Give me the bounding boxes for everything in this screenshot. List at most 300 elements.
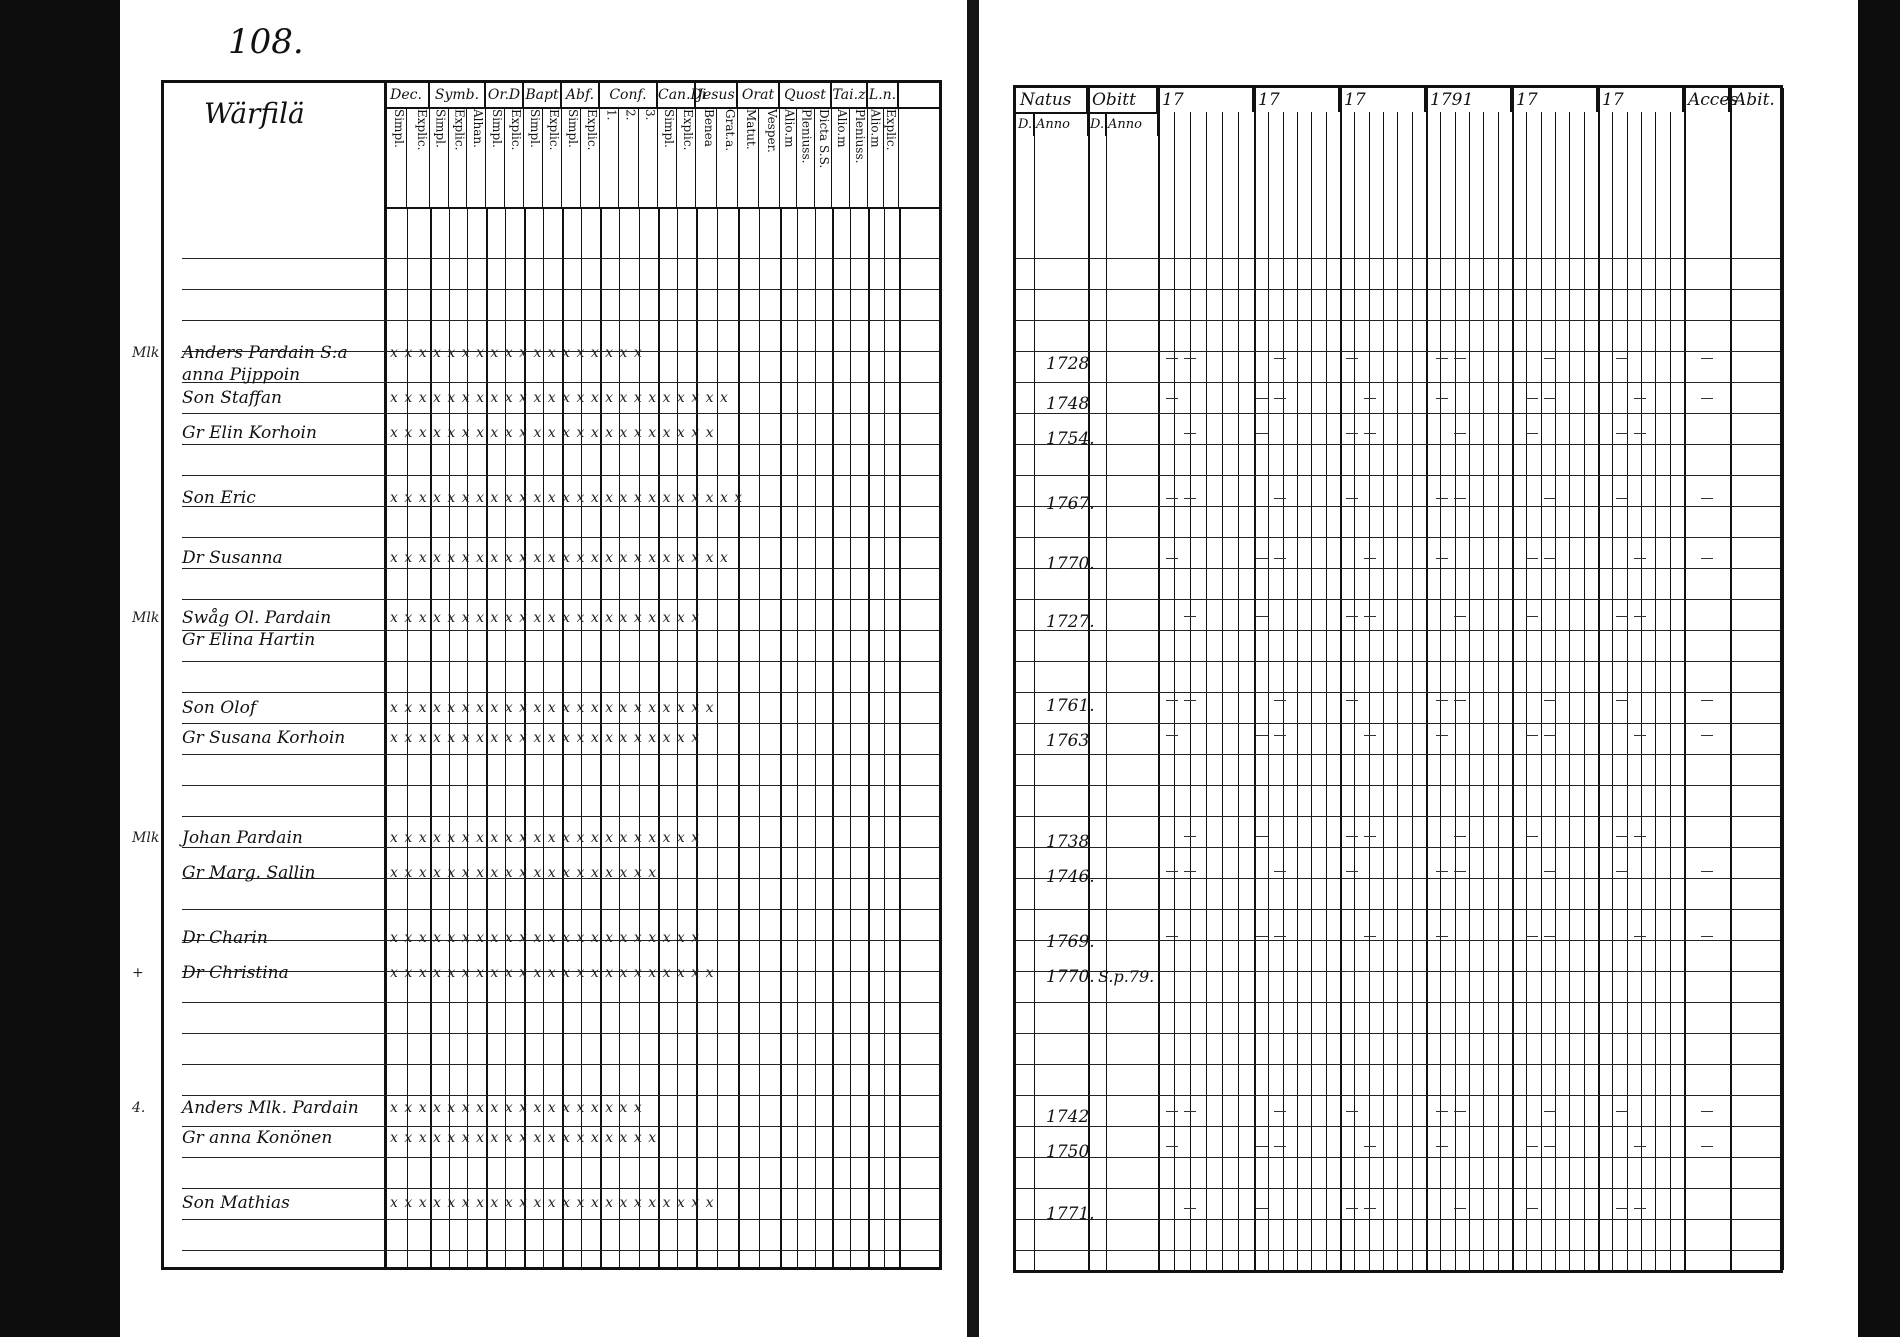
left-header-subcolumns xyxy=(384,107,939,209)
examination-marks: x x x x x x x x x x x x x x x x x x x x x x xyxy=(390,830,701,846)
left-group-header: Can.Di xyxy=(658,83,696,107)
tally-mark xyxy=(1364,936,1376,955)
right-row-rule xyxy=(1016,506,1780,507)
left-subcolumn-header: Explic. xyxy=(677,107,696,207)
left-row-rule xyxy=(182,909,939,910)
right-column-rule xyxy=(1106,112,1107,1270)
right-column-rule xyxy=(1397,112,1398,1270)
tally-mark xyxy=(1184,871,1196,890)
tally-mark xyxy=(1274,498,1286,517)
right-column-rule xyxy=(1569,112,1570,1270)
tally-mark xyxy=(1346,1111,1358,1130)
tally-mark xyxy=(1634,616,1646,635)
left-subcolumn-header: Benea xyxy=(696,107,717,207)
left-column-rule xyxy=(815,207,816,1267)
tally-mark xyxy=(1544,398,1556,417)
right-row-rule xyxy=(1016,785,1780,786)
left-subcolumn-header: Vesper. xyxy=(759,107,780,207)
tally-mark xyxy=(1616,1111,1628,1130)
birth-year: 1761. xyxy=(1046,696,1095,716)
tally-mark xyxy=(1436,398,1448,417)
examination-marks: x x x x x x x x x x x x x x x x x x x x x x x xyxy=(390,425,715,441)
tally-mark xyxy=(1544,498,1556,517)
left-column-rule xyxy=(850,207,851,1267)
left-group-header: Dec. xyxy=(384,83,430,107)
left-subcolumn-header: Dicta S.S. xyxy=(815,107,832,207)
right-column-rule xyxy=(1483,112,1484,1270)
tally-mark xyxy=(1166,936,1178,955)
tally-mark xyxy=(1454,700,1466,719)
tally-mark xyxy=(1184,836,1196,855)
tally-mark xyxy=(1256,836,1268,855)
left-group-header: Jesus xyxy=(696,83,738,107)
left-subcolumn-header: Explic. xyxy=(543,107,562,207)
right-row-rule xyxy=(1016,413,1780,414)
left-row-rule xyxy=(182,1126,939,1127)
tally-mark xyxy=(1634,398,1646,417)
tally-mark xyxy=(1274,558,1286,577)
tally-mark xyxy=(1274,871,1286,890)
right-row-rule xyxy=(1016,1188,1780,1189)
tally-mark xyxy=(1274,358,1286,377)
left-subcolumn-header: Alio.m xyxy=(868,107,884,207)
tally-mark xyxy=(1616,1208,1628,1227)
left-group-header: Bapt xyxy=(524,83,562,107)
tally-mark xyxy=(1544,936,1556,955)
left-row-rule xyxy=(182,413,939,414)
right-row-rule xyxy=(1016,909,1780,910)
tally-mark xyxy=(1526,433,1538,452)
tally-mark xyxy=(1436,498,1448,517)
tally-mark xyxy=(1274,1111,1286,1130)
right-row-rule xyxy=(1016,258,1780,259)
right-column-rule xyxy=(1498,112,1499,1270)
birth-year: 1770. xyxy=(1046,967,1095,987)
birth-year: 1754. xyxy=(1046,429,1095,449)
right-group-rule xyxy=(1684,88,1686,1270)
tally-mark xyxy=(1346,971,1358,990)
tally-mark xyxy=(1346,616,1358,635)
left-row-rule xyxy=(182,258,939,259)
right-group-header: Abit. xyxy=(1730,88,1782,112)
margin-note: Mlk xyxy=(132,345,160,361)
birth-year: 1738 xyxy=(1046,832,1090,852)
left-row-rule xyxy=(182,1033,939,1034)
right-column-rule xyxy=(1354,112,1355,1270)
left-subcolumn-header: Explic. xyxy=(449,107,468,207)
tally-mark xyxy=(1346,871,1358,890)
right-column-rule xyxy=(1238,112,1239,1270)
left-row-rule xyxy=(182,444,939,445)
scan-edge-left xyxy=(0,0,120,1337)
left-subcolumn-header: Simpl. xyxy=(562,107,581,207)
tally-mark xyxy=(1166,1146,1178,1165)
right-group-header: Natus xyxy=(1016,88,1088,112)
right-subcolumn-header: D. xyxy=(1016,112,1034,136)
right-row-rule xyxy=(1016,723,1780,724)
person-name: Anders Mlk. Pardain xyxy=(182,1098,359,1118)
examination-marks: x x x x x x x x x x x x x x x x x x x x x x x x xyxy=(390,550,729,566)
right-group-rule xyxy=(1782,88,1784,1270)
person-name: Anders Pardain S:a xyxy=(182,343,348,363)
left-column-rule xyxy=(832,207,834,1267)
tally-mark xyxy=(1634,836,1646,855)
left-group-header: Or.D xyxy=(486,83,524,107)
tally-mark xyxy=(1166,398,1178,417)
examination-marks: x x x x x x x x x x x x x x x x x x x xyxy=(390,1130,658,1146)
left-subcolumn-header: Simpl. xyxy=(486,107,505,207)
left-row-rule xyxy=(182,599,939,600)
right-column-rule xyxy=(1222,112,1223,1270)
tally-mark xyxy=(1256,971,1268,990)
tally-mark xyxy=(1701,936,1713,955)
tally-mark xyxy=(1436,871,1448,890)
right-subcolumn-header: Anno xyxy=(1106,112,1158,136)
left-column-rule xyxy=(717,207,718,1267)
right-row-rule xyxy=(1016,1064,1780,1065)
tally-mark xyxy=(1274,735,1286,754)
tally-mark xyxy=(1184,700,1196,719)
left-row-rule xyxy=(182,692,939,693)
left-row-rule xyxy=(182,475,939,476)
tally-mark xyxy=(1256,398,1268,417)
person-name: Dr Susanna xyxy=(182,548,283,568)
birth-year: 1771. xyxy=(1046,1204,1095,1224)
tally-mark xyxy=(1454,836,1466,855)
right-column-rule xyxy=(1369,112,1370,1270)
left-row-rule xyxy=(182,1095,939,1096)
left-row-rule xyxy=(182,1157,939,1158)
right-subcolumn-header: Anno xyxy=(1034,112,1088,136)
right-column-rule xyxy=(1297,112,1298,1270)
left-group-header: L.n. xyxy=(868,83,899,107)
tally-mark xyxy=(1616,616,1628,635)
left-subcolumn-header: Explic. xyxy=(407,107,430,207)
right-subcolumn-header: D. xyxy=(1088,112,1106,136)
right-group-header: 17 xyxy=(1512,88,1598,112)
left-group-header: Conf. xyxy=(600,83,658,107)
tally-mark xyxy=(1364,1208,1376,1227)
tally-mark xyxy=(1436,735,1448,754)
tally-mark xyxy=(1346,358,1358,377)
right-column-rule xyxy=(1283,112,1284,1270)
person-name: Son Eric xyxy=(182,488,256,508)
tally-mark xyxy=(1274,700,1286,719)
right-row-rule xyxy=(1016,599,1780,600)
left-group-header: Quost xyxy=(780,83,832,107)
tally-mark xyxy=(1166,871,1178,890)
tally-mark xyxy=(1256,433,1268,452)
left-row-rule xyxy=(182,506,939,507)
obit-note: S.p.79. xyxy=(1098,967,1155,986)
tally-mark xyxy=(1701,358,1713,377)
tally-mark xyxy=(1436,700,1448,719)
left-column-rule xyxy=(884,207,885,1267)
left-column-rule xyxy=(780,207,782,1267)
right-column-rule xyxy=(1655,112,1656,1270)
left-subcolumn-header: Simpl. xyxy=(384,107,407,207)
left-subcolumn-header: 2. xyxy=(619,107,638,207)
left-row-rule xyxy=(182,785,939,786)
birth-year: 1750 xyxy=(1046,1142,1090,1162)
left-row-rule xyxy=(182,1064,939,1065)
right-column-rule xyxy=(1326,112,1327,1270)
tally-mark xyxy=(1166,735,1178,754)
right-column-rule xyxy=(1584,112,1585,1270)
examination-marks: x x x x x x x x x x x x x x x x x x xyxy=(390,1100,643,1116)
tally-mark xyxy=(1526,1146,1538,1165)
tally-mark xyxy=(1346,1208,1358,1227)
tally-mark xyxy=(1634,558,1646,577)
left-subcolumn-header: 1. xyxy=(600,107,619,207)
right-column-rule xyxy=(1174,112,1175,1270)
left-group-header: Tai.z xyxy=(832,83,868,107)
tally-mark xyxy=(1526,936,1538,955)
left-column-rule xyxy=(868,207,870,1267)
tally-mark xyxy=(1436,1111,1448,1130)
tally-mark xyxy=(1436,358,1448,377)
right-row-rule xyxy=(1016,878,1780,879)
margin-note: Mlk xyxy=(132,610,160,626)
right-column-rule xyxy=(1206,112,1207,1270)
tally-mark xyxy=(1544,735,1556,754)
birth-year: 1742 xyxy=(1046,1107,1090,1127)
tally-mark xyxy=(1184,971,1196,990)
tally-mark xyxy=(1436,1146,1448,1165)
left-column-rule xyxy=(797,207,798,1267)
tally-mark xyxy=(1526,1208,1538,1227)
tally-mark xyxy=(1256,616,1268,635)
right-column-rule xyxy=(1541,112,1542,1270)
tally-mark xyxy=(1701,735,1713,754)
margin-note: + xyxy=(132,965,144,981)
left-subcolumn-header: Grat.a. xyxy=(717,107,738,207)
right-row-rule xyxy=(1016,692,1780,693)
tally-mark xyxy=(1184,498,1196,517)
tally-mark xyxy=(1634,971,1646,990)
margin-note: Mlk xyxy=(132,830,160,846)
right-row-rule xyxy=(1016,1219,1780,1220)
tally-mark xyxy=(1616,871,1628,890)
left-subcolumn-header: Simpl. xyxy=(430,107,449,207)
tally-mark xyxy=(1184,616,1196,635)
tally-mark xyxy=(1364,971,1376,990)
tally-mark xyxy=(1364,398,1376,417)
tally-mark xyxy=(1184,433,1196,452)
tally-mark xyxy=(1701,398,1713,417)
right-column-rule xyxy=(1612,112,1613,1270)
book-spine xyxy=(967,0,979,1337)
right-column-rule xyxy=(1455,112,1456,1270)
tally-mark xyxy=(1526,398,1538,417)
tally-mark xyxy=(1526,735,1538,754)
tally-mark xyxy=(1544,871,1556,890)
tally-mark xyxy=(1184,358,1196,377)
examination-marks: x x x x x x x x x x x x x x x x x x x x x x xyxy=(390,730,701,746)
tally-mark xyxy=(1274,1146,1286,1165)
examination-marks: x x x x x x x x x x x x x x x x x x x x x x x xyxy=(390,1195,715,1211)
left-subcolumn-header: Alio.m xyxy=(780,107,797,207)
margin-note: 4. xyxy=(132,1100,146,1116)
examination-marks: x x x x x x x x x x x x x x x x x x x x x x x xyxy=(390,700,715,716)
right-row-rule xyxy=(1016,1095,1780,1096)
person-name-line2: Gr Elina Hartin xyxy=(182,630,316,650)
tally-mark xyxy=(1701,700,1713,719)
tally-mark xyxy=(1166,558,1178,577)
tally-mark xyxy=(1634,433,1646,452)
tally-mark xyxy=(1544,358,1556,377)
tally-mark xyxy=(1256,936,1268,955)
tally-mark xyxy=(1616,700,1628,719)
right-group-header: 17 xyxy=(1340,88,1426,112)
right-row-rule xyxy=(1016,537,1780,538)
left-subcolumn-header: Pleniuss. xyxy=(850,107,868,207)
tally-mark xyxy=(1454,1111,1466,1130)
scan-edge-right xyxy=(1858,0,1900,1337)
right-column-rule xyxy=(1034,112,1035,1270)
tally-mark xyxy=(1701,1111,1713,1130)
tally-mark xyxy=(1364,735,1376,754)
left-group-header: Symb. xyxy=(430,83,486,107)
tally-mark xyxy=(1616,433,1628,452)
right-column-rule xyxy=(1670,112,1671,1270)
birth-year: 1746. xyxy=(1046,867,1095,887)
left-group-header: Orat xyxy=(738,83,780,107)
left-row-rule xyxy=(182,661,939,662)
right-row-rule xyxy=(1016,847,1780,848)
person-name-line2: anna Pijppoin xyxy=(182,365,301,385)
right-group-header: Obitt xyxy=(1088,88,1158,112)
tally-mark xyxy=(1526,558,1538,577)
left-subcolumn-header: Alhan. xyxy=(467,107,486,207)
tally-mark xyxy=(1701,558,1713,577)
left-header-groups xyxy=(384,83,939,109)
right-row-rule xyxy=(1016,1126,1780,1127)
right-row-rule xyxy=(1016,1250,1780,1251)
examination-marks: x x x x x x x x x x x x x x x x x x xyxy=(390,345,643,361)
left-row-rule xyxy=(182,1250,939,1251)
birth-year: 1748 xyxy=(1046,394,1090,414)
right-column-rule xyxy=(1190,112,1191,1270)
right-row-rule xyxy=(1016,320,1780,321)
tally-mark xyxy=(1436,936,1448,955)
examination-marks: x x x x x x x x x x x x x x x x x x x x x x xyxy=(390,610,701,626)
left-row-rule xyxy=(182,754,939,755)
person-name: Swåg Ol. Pardain xyxy=(182,608,332,628)
tally-mark xyxy=(1634,735,1646,754)
right-group-rule xyxy=(1158,88,1160,1270)
left-subcolumn-header: Simpl. xyxy=(658,107,677,207)
tally-mark xyxy=(1701,498,1713,517)
right-row-rule xyxy=(1016,1002,1780,1003)
birth-year: 1770. xyxy=(1046,554,1095,574)
tally-mark xyxy=(1364,433,1376,452)
right-row-rule xyxy=(1016,1033,1780,1034)
tally-mark xyxy=(1346,700,1358,719)
right-column-rule xyxy=(1526,112,1527,1270)
tally-mark xyxy=(1454,498,1466,517)
right-column-rule xyxy=(1311,112,1312,1270)
tally-mark xyxy=(1544,1146,1556,1165)
tally-mark xyxy=(1616,971,1628,990)
tally-mark xyxy=(1346,433,1358,452)
tally-mark xyxy=(1544,558,1556,577)
left-subcolumn-header: 3. xyxy=(639,107,658,207)
tally-mark xyxy=(1454,871,1466,890)
birth-year: 1767. xyxy=(1046,494,1095,514)
person-name: Gr Elin Korhoin xyxy=(182,423,317,443)
right-group-header: 17 xyxy=(1598,88,1684,112)
right-group-header: 17 xyxy=(1254,88,1340,112)
tally-mark xyxy=(1256,558,1268,577)
tally-mark xyxy=(1616,358,1628,377)
person-name: Gr Marg. Sallin xyxy=(182,863,316,883)
tally-mark xyxy=(1256,735,1268,754)
tally-mark xyxy=(1166,1111,1178,1130)
birth-year: 1763 xyxy=(1046,731,1090,751)
left-row-rule xyxy=(182,1219,939,1220)
left-row-rule xyxy=(182,1002,939,1003)
tally-mark xyxy=(1526,836,1538,855)
right-group-rule xyxy=(1254,88,1256,1270)
right-group-header: Acces xyxy=(1684,88,1730,112)
person-name: Son Olof xyxy=(182,698,257,718)
tally-mark xyxy=(1616,498,1628,517)
tally-mark xyxy=(1256,1208,1268,1227)
right-row-rule xyxy=(1016,816,1780,817)
person-name: Son Mathias xyxy=(182,1193,290,1213)
tally-mark xyxy=(1184,1111,1196,1130)
tally-mark xyxy=(1454,358,1466,377)
right-column-rule xyxy=(1641,112,1642,1270)
tally-mark xyxy=(1634,1208,1646,1227)
right-group-rule xyxy=(1426,88,1428,1270)
left-row-rule xyxy=(182,1188,939,1189)
left-subcolumn-header: Pleniuss. xyxy=(797,107,814,207)
examination-marks: x x x x x x x x x x x x x x x x x x x x x x xyxy=(390,930,701,946)
right-group-rule xyxy=(1730,88,1732,1270)
right-row-rule xyxy=(1016,351,1780,352)
name-column xyxy=(164,83,387,1267)
left-subcolumn-header: Alio.m xyxy=(832,107,850,207)
person-name: Son Staffan xyxy=(182,388,282,408)
right-column-rule xyxy=(1627,112,1628,1270)
right-group-header: 17 xyxy=(1158,88,1254,112)
tally-mark xyxy=(1166,700,1178,719)
tally-mark xyxy=(1166,498,1178,517)
right-group-rule xyxy=(1340,88,1342,1270)
left-row-rule xyxy=(182,568,939,569)
left-row-rule xyxy=(182,320,939,321)
left-row-rule xyxy=(182,816,939,817)
right-column-rule xyxy=(1555,112,1556,1270)
left-row-rule xyxy=(182,537,939,538)
right-row-rule xyxy=(1016,940,1780,941)
village-title: Wärfilä xyxy=(204,97,305,130)
person-name: Dr Charin xyxy=(182,928,268,948)
tally-mark xyxy=(1526,616,1538,635)
right-group-rule xyxy=(1598,88,1600,1270)
tally-mark xyxy=(1701,871,1713,890)
tally-mark xyxy=(1364,616,1376,635)
tally-mark xyxy=(1346,836,1358,855)
tally-mark xyxy=(1364,836,1376,855)
left-column-rule xyxy=(899,207,901,1267)
tally-mark xyxy=(1544,700,1556,719)
tally-mark xyxy=(1364,558,1376,577)
tally-mark xyxy=(1436,558,1448,577)
right-row-rule xyxy=(1016,475,1780,476)
